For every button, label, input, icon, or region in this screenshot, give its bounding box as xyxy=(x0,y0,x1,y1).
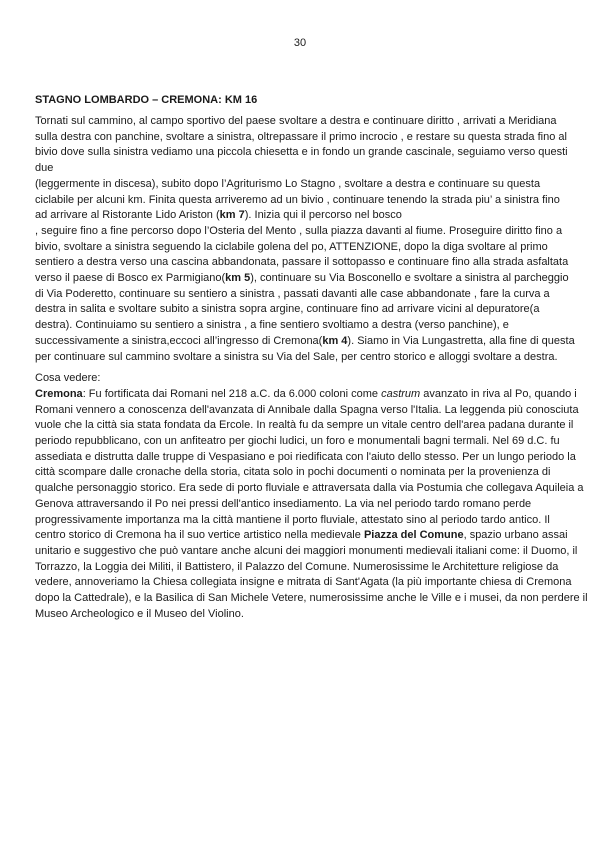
text-span: centro storico di Cremona ha il suo vertice artistico nella medievale xyxy=(35,529,364,542)
text-span: verso il paese di Bosco ex Parmigiano( xyxy=(35,272,226,285)
page-number: 30 xyxy=(293,37,307,49)
section-title: STAGNO LOMBARDO – CREMONA: KM 16 xyxy=(35,94,258,106)
document-body xyxy=(35,93,588,623)
text-line xyxy=(35,387,575,403)
text-line: bivio dove sulla sinistra vediamo una piccola chiesetta e in fondo un grande cascinale, seguiamo verso questi xyxy=(35,146,568,159)
text-line: bivio, svoltare a sinistra seguendo la ciclabile golena del po, ATTENZIONE, dopo la diga svoltare al primo xyxy=(35,240,548,253)
text-line xyxy=(35,208,575,224)
text-span: avanzato in riva al Po, quando i xyxy=(420,387,577,400)
text-line: dopo la Cattedrale), e la Basilica di San Michele Vetere, numerosissime anche le Ville e i musei, da non perdere il xyxy=(35,592,588,605)
text-span: ), continuare su Via Bosconello e svoltare a sinistra al parcheggio xyxy=(250,272,569,285)
text-span: ad arrivare al Ristorante Lido Ariston ( xyxy=(35,209,220,222)
text-line: (leggermente in discesa), subito dopo l’Agriturismo Lo Stagno , svoltare a destra e continuare su questa xyxy=(35,177,541,190)
see-description xyxy=(35,387,588,623)
distance-marker: km 4 xyxy=(322,334,348,347)
distance-marker: km 5 xyxy=(225,272,251,285)
text-span: : Fu fortificata dai Romani nel 218 a.C. da 6.000 coloni come xyxy=(82,387,382,400)
place-name: Cremona xyxy=(35,387,83,400)
italic-term: castrum xyxy=(381,387,421,400)
text-line: periodo repubblicano, con un anfiteatro per giochi ludici, un foro e monumentali bagni termali. Nel 69 d.C. fu xyxy=(35,435,560,448)
distance-marker: km 7 xyxy=(219,209,245,222)
text-line: sentiero a destra verso una cascina abbandonata, passare il sottopasso e continuare fino alla strada asfaltata xyxy=(35,256,569,269)
text-line: unitario e suggestivo che può vantare anche alcuni dei maggiori monumenti medievali italiani come: il Duomo, il xyxy=(35,544,578,557)
text-span: successivamente a sinistra,eccoci all’ingresso di Cremona( xyxy=(35,334,323,347)
text-span: ). Siamo in Via Lungastretta, alla fine di questa xyxy=(347,334,575,347)
text-line: qualche personaggio storico. Era sede di porto fluviale e attraversata dalla via Postumia che collegava Aquileia a xyxy=(35,482,584,495)
text-line xyxy=(35,528,575,544)
text-line: Genova attraversando il Po nei pressi dell'antico insediamento. La via nel periodo tardo romano perde xyxy=(35,497,532,510)
text-line: vedere, annoveriamo la Chiesa collegiata insigne e mitrata di Sant'Agata (la più importante chiesa di Cremona xyxy=(35,576,572,589)
text-span: ). Inizia qui il percorso nel bosco xyxy=(244,209,402,222)
text-line: vuole che la città sia stata fondata da Ercole. In realtà fu da sempre un vitale centro dell'area padana durante il xyxy=(35,419,574,432)
text-line: per continuare sul cammino svoltare a sinistra su Via del Sale, per centro storico e alloggi svoltare a destra. xyxy=(35,350,558,363)
text-line: ciclabile per alcuni km. Finita questa arriveremo ad un bivio , continuare tenendo la strada piu’ a sinistra fino xyxy=(35,193,560,206)
text-line: Torrazzo, la Loggia dei Militi, il Battistero, il Palazzo del Comune. Numerosissime le Architetture religiose da xyxy=(35,560,559,573)
see-label: Cosa vedere: xyxy=(35,372,101,385)
text-line xyxy=(35,334,575,350)
text-line: di Via Poderetto, continuare su sentiero a sinistra , passati davanti alle case abbandonate , fare la curva a xyxy=(35,287,550,300)
text-line: sulla destra con panchine, svoltare a sinistra, oltrepassare il primo incrocio , e restare su questa strada fino al xyxy=(35,130,567,143)
text-line: destra in salita e svoltare subito a sinistra sopra argine, continuare fino ad arrivare vicini al depuratore(a xyxy=(35,303,540,316)
place-name: Piazza del Comune xyxy=(363,529,464,542)
text-line: due xyxy=(35,162,54,175)
text-line: , seguire fino a fine percorso dopo l’Osteria del Mento , sulla piazza davanti al fiume. Proseguire diritto fino a xyxy=(35,224,563,237)
route-description xyxy=(35,114,575,365)
text-line: progressivamente importanza ma la città mantiene il porto fluviale, attestato sino al periodo tardo antico. Il xyxy=(35,513,550,526)
text-line: Museo Archeologico e il Museo del Violino. xyxy=(35,607,244,620)
text-line: assediata e distrutta dalle truppe di Vespasiano e poi riedificata con l'aiuto dello stesso. Per un lungo periodo la xyxy=(35,450,576,463)
text-line: Tornati sul cammino, al campo sportivo del paese svoltare a destra e continuare diritto , arrivati a Meridiana xyxy=(35,115,557,127)
text-line: destra). Continuiamo su sentiero a sinistra , a fine sentiero svoltiamo a destra (verso panchine), e xyxy=(35,319,509,332)
text-span: , spazio urbano assai xyxy=(463,529,568,542)
text-line xyxy=(35,271,575,287)
text-line: città scompare dalle cronache della storia, citata solo in pochi documenti o nominata per la provenienza di xyxy=(35,466,551,479)
text-line: Romani vennero a conoscenza dell'avanzata di Annibale dalla Spagna verso l'Italia. La leggenda più conosciuta xyxy=(35,403,579,416)
